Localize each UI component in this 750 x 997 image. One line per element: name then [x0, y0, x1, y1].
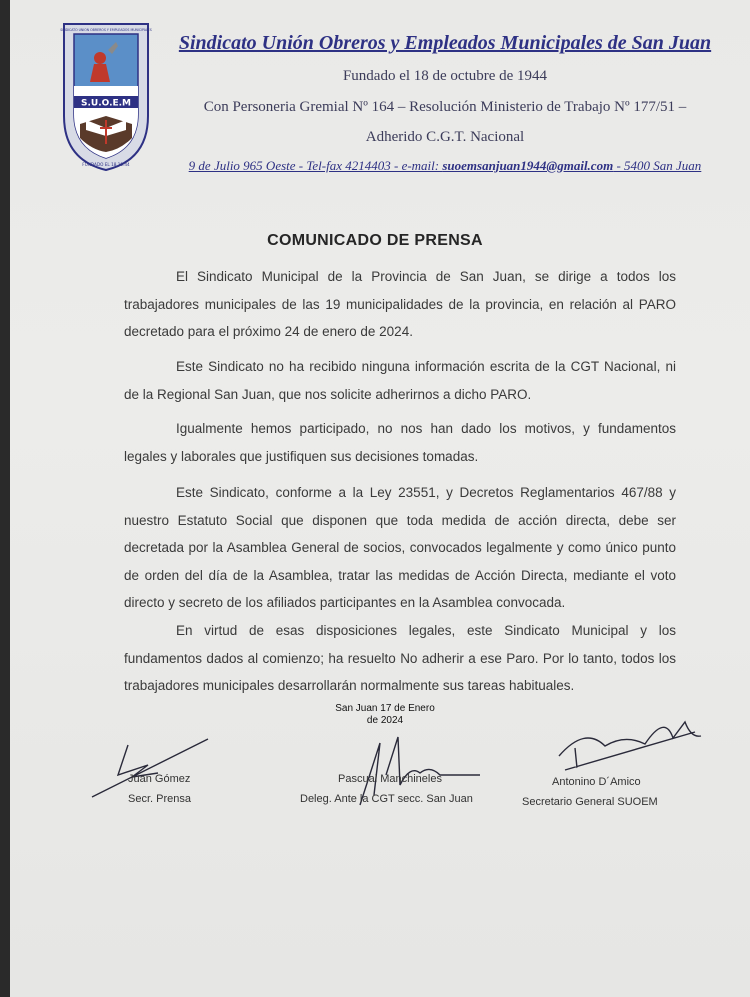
- paragraph-4: Este Sindicato, conforme a la Ley 23551, y Decretos Reglamentarios 467/88 y nuestro Estatuto Social que disponen que toda medida de acción directa, debe ser decretada por la Asamblea General de socios, convocados legalmente y como único punto de orden del día de la Asamblea, tratar las medidas de Acción Directa, mediante el voto directo y secreto de los afiliados participantes en la Asamblea convocada.: [124, 485, 676, 610]
- address-text: 9 de Julio 965 Oeste - Tel-fax 4214403 - e-mail:: [188, 158, 443, 173]
- date-block: [330, 703, 440, 727]
- seal-ring-bottom-text: FUNDADO EL 18.10.44: [82, 162, 130, 167]
- seal-initials: S.U.O.E.M: [80, 98, 132, 109]
- cgt-affiliation-line: Adherido C.G.T. Nacional: [365, 129, 525, 145]
- paragraph-3: Igualmente hemos participado, no nos han dado los motivos, y fundamentos legales y laborales que justifiquen sus decisiones tomadas.: [124, 421, 676, 464]
- organization-name: Sindicato Unión Obreros y Empleados Municipales de San Juan: [178, 32, 712, 54]
- document-title: COMUNICADO DE PRENSA: [267, 232, 483, 249]
- date-line-2: de 2024: [366, 715, 404, 726]
- email-link[interactable]: suoemsanjuan1944@gmail.com: [442, 158, 614, 173]
- paragraph-1: El Sindicato Municipal de la Provincia de San Juan, se dirige a todos los trabajadores municipales de las 19 municipalidades de la provincia, en relación al PARO decretado para el próximo 24 de enero de 2024.: [124, 269, 676, 339]
- date-line-1: San Juan 17 de Enero: [335, 703, 435, 714]
- signer-2-name: Pascual Manchineles: [338, 773, 442, 785]
- paragraph-5: En virtud de esas disposiciones legales, este Sindicato Municipal y los fundamentos dados al comienzo; ha resuelto No adherir a ese Paro. Por lo tanto, todos los trabajadores municipales desarrollarán normalmente sus tareas habituales.: [124, 623, 676, 693]
- signer-3-name: Antonino D´Amico: [552, 776, 641, 788]
- paragraph-2: Este Sindicato no ha recibido ninguna información escrita de la CGT Nacional, ni de la Regional San Juan, que nos solicite adherirnos a dicho PARO.: [124, 359, 676, 402]
- postal-text: - 5400 San Juan: [613, 158, 702, 173]
- personeria-line: Con Personeria Gremial Nº 164 – Resolución Ministerio de Trabajo Nº 177/51 –: [203, 99, 687, 115]
- union-seal-logo: [56, 20, 156, 172]
- founded-line: Fundado el 18 de octubre de 1944: [342, 68, 548, 84]
- signer-1-name: Juan Gómez: [128, 773, 191, 785]
- seal-ring-top-text: SINDICATO UNION OBREROS Y EMPLEADOS MUNICIPALES: [60, 28, 152, 32]
- signer-2-role: Deleg. Ante la CGT secc. San Juan: [300, 793, 473, 805]
- contact-line: [150, 158, 740, 174]
- signer-1-role: Secr. Prensa: [128, 793, 191, 805]
- signer-3-role: Secretario General SUOEM: [522, 796, 658, 808]
- signature-antonino-damico: [555, 708, 705, 778]
